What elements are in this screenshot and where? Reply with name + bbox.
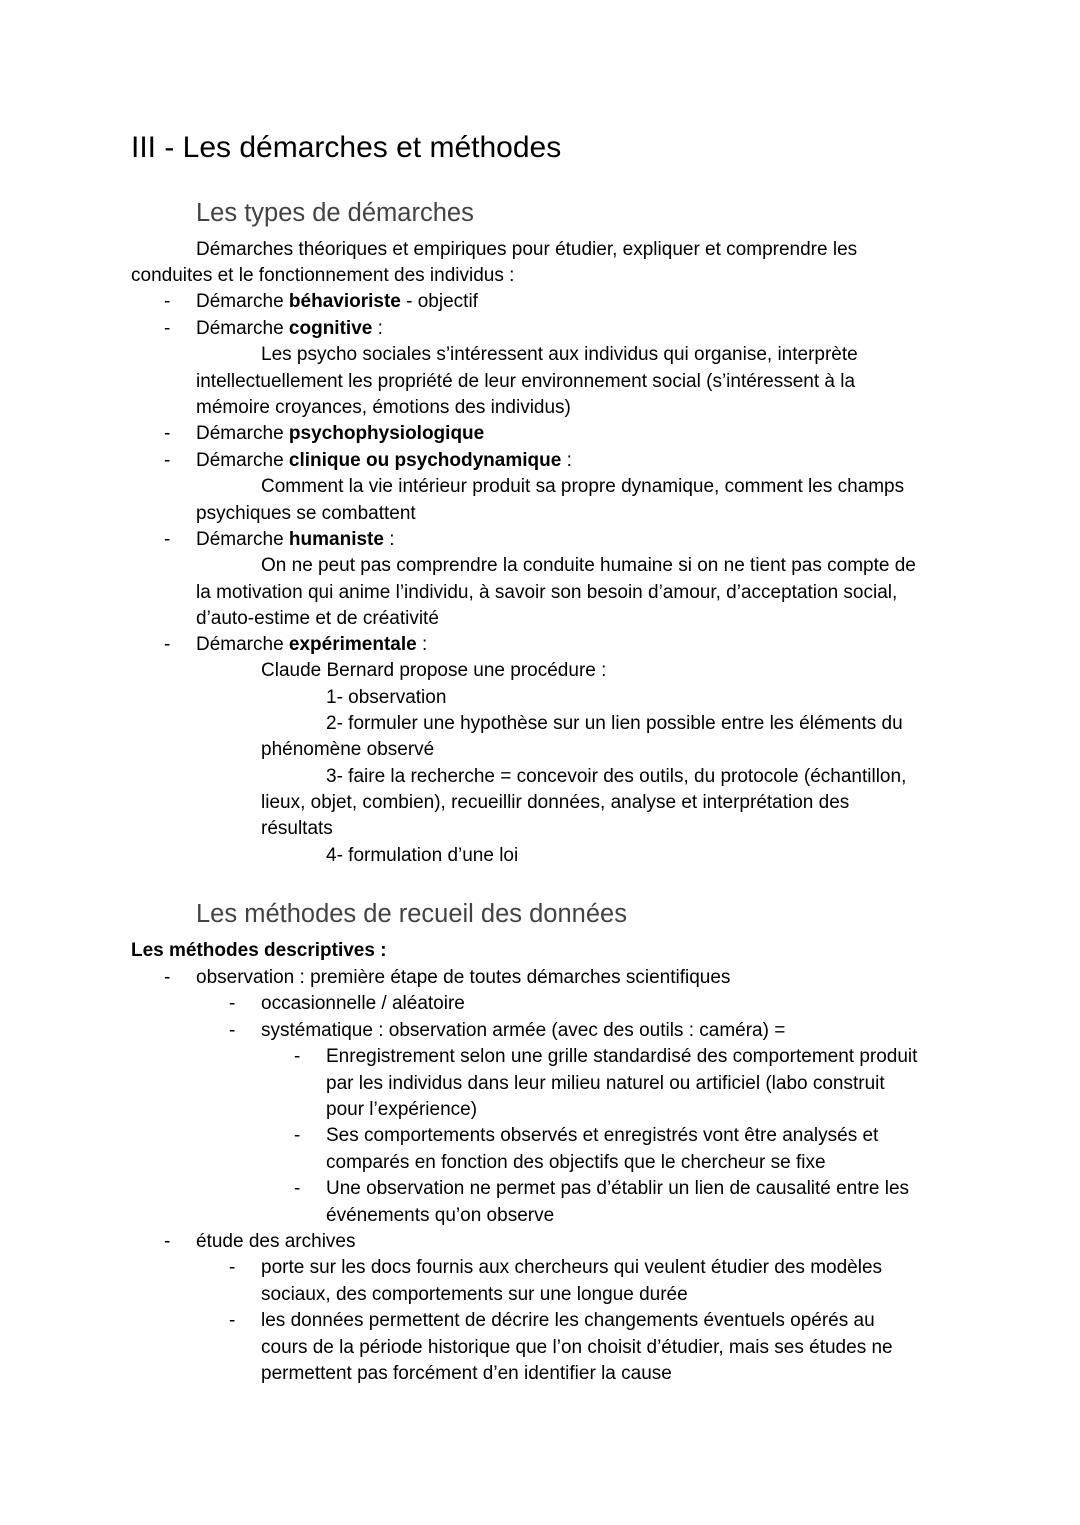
bullet-dash: - xyxy=(164,634,171,655)
text: Démarche xyxy=(196,291,289,312)
bullet-dash: - xyxy=(164,318,171,339)
bold-text: cognitive xyxy=(288,318,373,339)
paragraph-line xyxy=(131,263,514,289)
bullet-dash: - xyxy=(294,1125,301,1146)
text: occasionnelle / aléatoire xyxy=(261,993,465,1014)
bold-text: expérimentale xyxy=(288,634,417,655)
text: On ne peut pas comprendre la conduite humaine si on ne tient pas compte de xyxy=(261,555,916,576)
paragraph-line xyxy=(261,474,904,500)
paragraph-line xyxy=(261,737,434,763)
text: : xyxy=(416,634,428,655)
text: 3- faire la recherche = concevoir des outils, du protocole (échantillon, xyxy=(326,766,907,787)
list-item xyxy=(196,421,484,447)
bullet-dash: - xyxy=(164,423,171,444)
heading-2 xyxy=(196,197,474,229)
text: par les individus dans leur milieu naturel ou artificiel (labo construit xyxy=(326,1073,885,1094)
paragraph-line xyxy=(131,938,387,964)
paragraph-line xyxy=(261,1282,688,1308)
text: Démarche xyxy=(196,634,289,655)
text: III - Les démarches et méthodes xyxy=(131,131,562,164)
paragraph-line xyxy=(196,501,416,527)
bullet-dash: - xyxy=(294,1046,301,1067)
text: : xyxy=(372,318,383,339)
text: conduites et le fonctionnement des individus : xyxy=(131,265,515,286)
paragraph-line xyxy=(261,1361,672,1387)
text: - objectif xyxy=(400,291,478,312)
text: Ses comportements observés et enregistrés vont être analysés et xyxy=(326,1125,879,1146)
list-item xyxy=(196,448,572,474)
list-item xyxy=(261,1308,875,1334)
bold-text: clinique ou psychodynamique xyxy=(288,450,562,471)
text: Démarche xyxy=(196,423,289,444)
list-item xyxy=(261,1018,785,1044)
paragraph-line xyxy=(326,1150,826,1176)
text: Les types de démarches xyxy=(196,199,474,227)
text: Démarche xyxy=(196,529,289,550)
text: cours de la période historique que l’on choisit d’étudier, mais ses études ne xyxy=(261,1337,893,1358)
text: permettent pas forcément d’en identifier la cause xyxy=(261,1363,672,1384)
paragraph-line xyxy=(326,711,903,737)
bullet-dash: - xyxy=(229,1020,236,1041)
bullet-dash: - xyxy=(164,291,171,312)
text: porte sur les docs fournis aux chercheurs qui veulent étudier des modèles xyxy=(261,1257,883,1278)
paragraph-line xyxy=(326,1203,554,1229)
text: psychiques se combattent xyxy=(196,503,416,524)
list-item xyxy=(326,1123,878,1149)
list-item xyxy=(196,965,730,991)
text: comparés en fonction des objectifs que le chercheur se fixe xyxy=(326,1152,826,1173)
paragraph-line xyxy=(326,764,906,790)
paragraph-line xyxy=(261,553,916,579)
paragraph-line xyxy=(261,816,333,842)
paragraph-line xyxy=(196,395,571,421)
text: pour l’expérience) xyxy=(326,1099,478,1120)
list-item xyxy=(326,1176,909,1202)
text: d’auto-estime et de créativité xyxy=(196,608,439,629)
text: mémoire croyances, émotions des individus) xyxy=(196,397,571,418)
bullet-dash: - xyxy=(164,450,171,471)
paragraph-line xyxy=(196,237,857,263)
paragraph-line xyxy=(196,606,439,632)
text: observation : première étape de toutes démarches scientifiques xyxy=(196,967,731,988)
bold-text: humaniste xyxy=(288,529,384,550)
text: Les méthodes de recueil des données xyxy=(196,900,627,928)
list-item xyxy=(261,991,465,1017)
text: Comment la vie intérieur produit sa propre dynamique, comment les champs xyxy=(261,476,905,497)
text: lieux, objet, combien), recueillir données, analyse et interprétation des xyxy=(261,792,850,813)
list-item xyxy=(326,1044,917,1070)
bullet-dash: - xyxy=(229,993,236,1014)
bold-text: Les méthodes descriptives : xyxy=(131,940,387,961)
text: Démarche xyxy=(196,450,289,471)
text: systématique : observation armée (avec des outils : caméra) = xyxy=(261,1020,786,1041)
heading-1 xyxy=(131,130,561,166)
bold-text: psychophysiologique xyxy=(288,423,485,444)
text: intellectuellement les propriété de leur environnement social (s’intéressent à la xyxy=(196,371,856,392)
list-item xyxy=(196,289,478,315)
paragraph-line xyxy=(261,790,849,816)
text: : xyxy=(561,450,572,471)
text: Démarche xyxy=(196,318,289,339)
heading-2 xyxy=(196,898,627,930)
text: 1- observation xyxy=(326,687,447,708)
text: Une observation ne permet pas d’établir un lien de causalité entre les xyxy=(326,1178,910,1199)
bullet-dash: - xyxy=(164,1231,171,1252)
list-item xyxy=(196,1229,356,1255)
paragraph-line xyxy=(261,342,858,368)
text: Enregistrement selon une grille standardisé des comportement produit xyxy=(326,1046,918,1067)
paragraph-line xyxy=(326,685,446,711)
text: : xyxy=(383,529,395,550)
list-item xyxy=(196,632,427,658)
text: sociaux, des comportements sur une longue durée xyxy=(261,1284,688,1305)
text: les données permettent de décrire les changements éventuels opérés au xyxy=(261,1310,875,1331)
paragraph-line xyxy=(261,658,606,684)
list-item xyxy=(196,527,395,553)
text: Claude Bernard propose une procédure : xyxy=(261,660,607,681)
text: résultats xyxy=(261,818,333,839)
text: étude des archives xyxy=(196,1231,356,1252)
text: Les psycho sociales s’intéressent aux individus qui organise, interprète xyxy=(261,344,858,365)
list-item xyxy=(261,1255,882,1281)
bullet-dash: - xyxy=(229,1257,236,1278)
list-item xyxy=(196,316,383,342)
bullet-dash: - xyxy=(294,1178,301,1199)
bullet-dash: - xyxy=(164,529,171,550)
text: la motivation qui anime l’individu, à savoir son besoin d’amour, d’acceptation social, xyxy=(196,582,898,603)
text: événements qu’on observe xyxy=(326,1205,555,1226)
bullet-dash: - xyxy=(164,967,171,988)
paragraph-line xyxy=(196,580,897,606)
text: phénomène observé xyxy=(261,739,435,760)
text: 2- formuler une hypothèse sur un lien possible entre les éléments du xyxy=(326,713,903,734)
paragraph-line xyxy=(326,1071,885,1097)
text: Démarches théoriques et empiriques pour étudier, expliquer et comprendre les xyxy=(196,239,858,260)
bold-text: béhavioriste xyxy=(288,291,401,312)
paragraph-line xyxy=(261,1335,893,1361)
text: 4- formulation d’une loi xyxy=(326,845,519,866)
paragraph-line xyxy=(326,843,518,869)
paragraph-line xyxy=(196,369,855,395)
paragraph-line xyxy=(326,1097,477,1123)
bullet-dash: - xyxy=(229,1310,236,1331)
